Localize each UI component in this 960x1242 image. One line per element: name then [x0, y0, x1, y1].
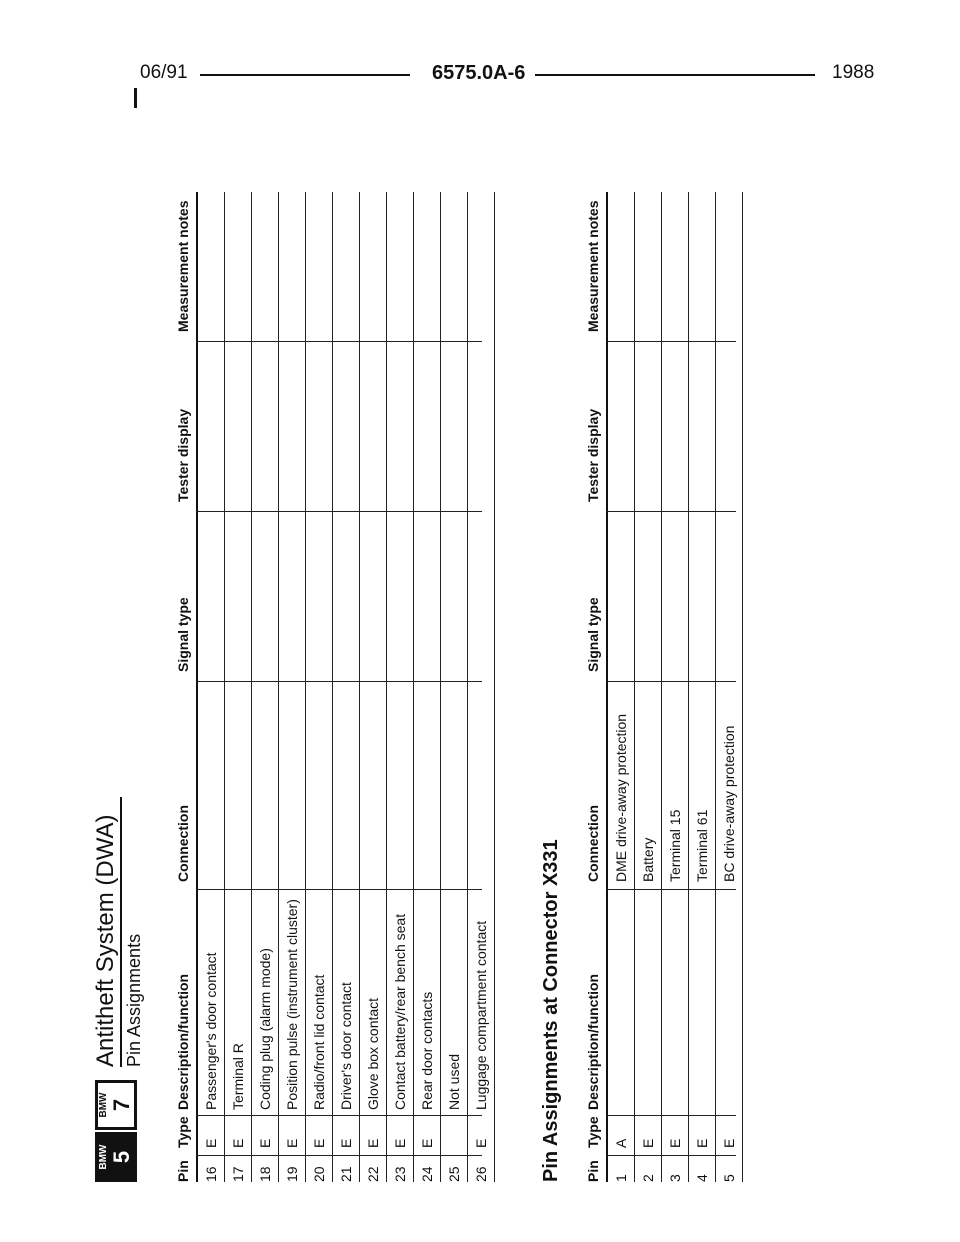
cell-pin: 22: [365, 1166, 381, 1182]
section-title-x331: Pin Assignments at Connector X331: [540, 839, 562, 1182]
column-header: Description/function: [585, 973, 601, 1110]
cell-type: E: [365, 1138, 381, 1148]
cell-desc: Rear door contacts: [419, 991, 435, 1110]
cell-pin: 20: [311, 1166, 327, 1182]
cell-desc: Glove box contact: [365, 997, 381, 1110]
cell-type: E: [667, 1138, 683, 1148]
cell-type: E: [284, 1138, 300, 1148]
cell-type: E: [694, 1138, 710, 1148]
cell-type: E: [392, 1138, 408, 1148]
cell-pin: 1: [613, 1174, 629, 1182]
header-year: 1988: [832, 62, 875, 83]
cell-conn: BC drive-away protection: [721, 725, 737, 882]
cell-desc: Terminal R: [230, 1043, 246, 1110]
cell-pin: 4: [694, 1174, 710, 1182]
cell-type: E: [419, 1138, 435, 1148]
column-divider: [196, 889, 482, 890]
column-header: Connection: [585, 805, 601, 882]
column-header: Connection: [175, 805, 191, 882]
pin-table-x331: [580, 192, 743, 1182]
header-rule-left: [200, 74, 410, 76]
page-title: Antitheft System (DWA): [92, 814, 119, 1067]
cell-type: E: [311, 1138, 327, 1148]
column-header: Tester display: [175, 408, 191, 502]
cell-desc: Passenger's door contact: [203, 952, 219, 1110]
table-header-row: [170, 192, 198, 1182]
cell-desc: Not used: [446, 1053, 462, 1110]
cell-type: E: [721, 1138, 737, 1148]
column-divider: [606, 681, 736, 682]
column-divider: [196, 341, 482, 342]
cell-desc: Position pulse (instrument cluster): [284, 899, 300, 1110]
cell-conn: DME drive-away protection: [613, 713, 629, 882]
column-header: Description/function: [175, 973, 191, 1110]
cell-type: E: [338, 1138, 354, 1148]
cell-pin: 17: [230, 1166, 246, 1182]
cell-type: E: [203, 1138, 219, 1148]
title-rule: [120, 797, 122, 1067]
cell-pin: 5: [721, 1174, 737, 1182]
column-divider: [196, 1115, 482, 1116]
column-header: Signal type: [585, 597, 601, 672]
cell-pin: 24: [419, 1166, 435, 1182]
cell-type: E: [257, 1138, 273, 1148]
cell-desc: Coding plug (alarm mode): [257, 948, 273, 1110]
rotated-page: [0, 142, 820, 1242]
column-header: Pin: [585, 1160, 601, 1182]
column-divider: [606, 889, 736, 890]
column-header: Tester display: [585, 408, 601, 502]
cell-pin: 16: [203, 1166, 219, 1182]
header-vertical-rule: [134, 88, 137, 108]
column-header: Type: [585, 1116, 601, 1148]
table-header-row: [580, 192, 608, 1182]
cell-desc: Contact battery/rear bench seat: [392, 913, 408, 1110]
cell-type: E: [230, 1138, 246, 1148]
column-header: Signal type: [175, 597, 191, 672]
header-date: 06/91: [140, 62, 188, 83]
cell-desc: Driver's door contact: [338, 982, 354, 1110]
bmw-5-logo: BMW 5: [95, 1132, 137, 1182]
cell-pin: 3: [667, 1174, 683, 1182]
cell-pin: 2: [640, 1174, 656, 1182]
cell-conn: Terminal 15: [667, 809, 683, 882]
cell-pin: 19: [284, 1166, 300, 1182]
column-header: Measurement notes: [585, 200, 601, 332]
column-header: Measurement notes: [175, 200, 191, 332]
column-divider: [606, 1155, 736, 1156]
cell-type: E: [473, 1138, 489, 1148]
column-divider: [606, 1115, 736, 1116]
column-divider: [606, 511, 736, 512]
cell-desc: Radio/front lid contact: [311, 974, 327, 1110]
column-divider: [196, 681, 482, 682]
cell-conn: Terminal 61: [694, 809, 710, 882]
column-divider: [196, 511, 482, 512]
page-subtitle: Pin Assignments: [124, 933, 144, 1067]
cell-type: A: [613, 1138, 629, 1148]
cell-pin: 18: [257, 1166, 273, 1182]
cell-desc: Luggage compartment contact: [473, 920, 489, 1110]
bmw-7-logo: BMW 7: [95, 1080, 137, 1130]
header-code: 6575.0A-6: [432, 62, 526, 84]
cell-pin: 21: [338, 1166, 354, 1182]
bmw-logos: [95, 1080, 137, 1182]
column-header: Type: [175, 1116, 191, 1148]
cell-conn: Battery: [640, 837, 656, 882]
page-header: [0, 62, 960, 92]
pin-table-main: [170, 192, 495, 1182]
column-divider: [606, 341, 736, 342]
cell-type: E: [640, 1138, 656, 1148]
cell-pin: 25: [446, 1166, 462, 1182]
header-rule-right: [535, 74, 815, 76]
column-divider: [196, 1155, 482, 1156]
cell-pin: 23: [392, 1166, 408, 1182]
cell-pin: 26: [473, 1166, 489, 1182]
column-header: Pin: [175, 1160, 191, 1182]
